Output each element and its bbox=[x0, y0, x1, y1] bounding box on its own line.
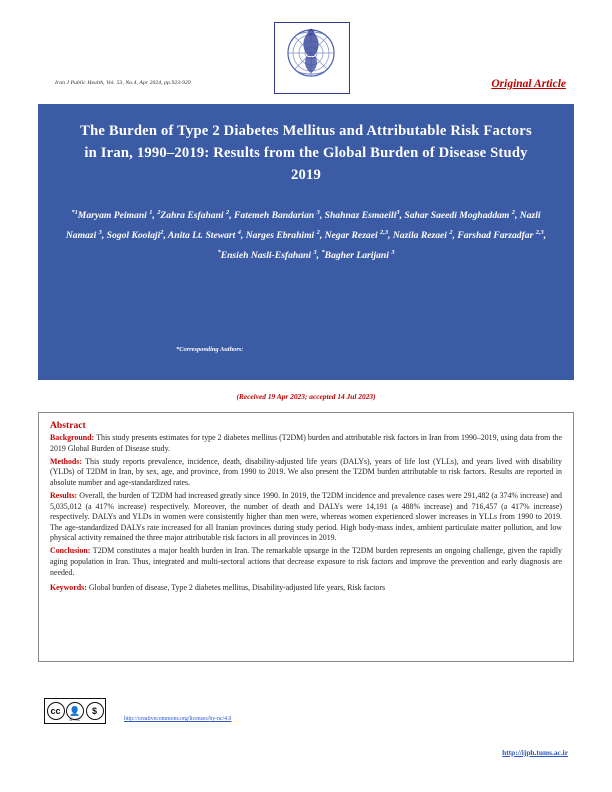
journal-website-link[interactable]: http://ijph.tums.ac.ir bbox=[502, 748, 568, 757]
abstract-section-label: Background: bbox=[50, 433, 97, 442]
article-type-label: Original Article bbox=[491, 78, 566, 90]
abstract-section-text: Overall, the burden of T2DM had increased greatly since 1990. In 2019, the T2DM incidence and prevalence cases were 291,482 (a 374% increase) and 5,035,012 (a 417% increase) respectively. Moreover, the number of death and DALYs were 14,191 (a 488% increase) and 716,457 (a 417% increase) respectively. DALYs and YLDs in women were consistently higher than men were, whereas women experienced slower increases in YLLs from 1990 to 2019. The age-standardized DALYs rate increased for all Iranian provinces during study period. High body-mass index, ambient particulate matter pollution, and low physical activity remained the three major attributable risk factors in all provinces in 2019. bbox=[50, 490, 562, 543]
abstract-section-label: Results: bbox=[50, 490, 80, 500]
received-accepted-dates: (Received 19 Apr 2023; accepted 14 Jul 2023) bbox=[236, 392, 376, 401]
cc-nc-icon: $ bbox=[86, 702, 104, 720]
title-author-band bbox=[38, 104, 574, 401]
keywords-label: Keywords: bbox=[50, 583, 87, 593]
author-list: $^{*1}$Maryam Peimani $^1$, $^2$Zahra Esfahani $^2$, Fatemeh Bandarian $^3$, Shahnaz Esmaeili$^3$, Sahar Saeedi Moghaddam $^2$, Nazli Namazi $^3$, Sogol Koolaji$^2$, Anita Lt. Stewart $^4$, Narges Ebrahimi $^2$, Negar Rezaei $^{2,3}$, Nazila Rezaei $^2$, Farshad Farzadfar $^{2,3}$, *Ensieh Nasli-Esfahani $^3$, *Bagher Larijani $^3$ bbox=[65, 209, 547, 262]
abstract-sections bbox=[50, 433, 562, 578]
abstract-section-text: This study reports prevalence, incidence, death, disability-adjusted life years (DALYs), years of life lost (YLLs), and years lived with disability (YLDs) of T2DM in Iran, by sex, age, and province, from 1990 to 2019. We also present the T2DM burden attributable to risk factors. Results are reported in absolute number and age-standardized rates. bbox=[50, 456, 562, 487]
abstract-section-label: Conclusion: bbox=[50, 546, 93, 556]
abstract-paragraph bbox=[50, 457, 562, 489]
license-caption: BY NC bbox=[69, 717, 81, 722]
license-url-link[interactable]: http://creativecommons.org/licenses/by-nc/4.0 bbox=[124, 716, 232, 722]
cc-circle-icon: cc bbox=[47, 702, 65, 720]
journal-citation-line: Iran J Public Health, Vol. 53, No.4, Apr 2024, pp.923-929 bbox=[55, 80, 191, 86]
keywords-text: Global burden of disease, Type 2 diabetes mellitus, Disability-adjusted life years, Risk factors bbox=[88, 583, 386, 593]
abstract-section-text: T2DM constitutes a major health burden in Iran. The remarkable upsurge in the T2DM burden represents an ongoing challenge, given the rapidly aging population in Iran. Thus, integrated and multi-sectoral actions that decrease exposure to risk factors and improve the prevention and early diagnosis are needed. bbox=[50, 546, 563, 577]
cc-by-icon: 👤 bbox=[66, 702, 84, 720]
page-title: The Burden of Type 2 Diabetes Mellitus and Attributable Risk Factors in Iran, 1990–2019: Results from the Global Burden of Disease Study 2019 bbox=[80, 123, 532, 183]
corresponding-author-note: *Corresponding Authors: bbox=[176, 346, 244, 353]
keywords-line bbox=[50, 583, 562, 594]
abstract-paragraph bbox=[50, 546, 562, 578]
abstract-heading: Abstract bbox=[50, 420, 86, 431]
abstract-paragraph bbox=[50, 433, 562, 454]
abstract-paragraph bbox=[50, 491, 562, 544]
abstract-section-label: Methods: bbox=[50, 456, 86, 466]
creative-commons-badge-icon bbox=[44, 698, 106, 724]
abstract-section-text: This study presents estimates for type 2 diabetes mellitus (T2DM) burden and attributable risk factors in Iran from 1990–2019, using data from the 2019 Global Burden of Disease study. bbox=[50, 433, 562, 453]
un-emblem-logo-icon bbox=[274, 22, 350, 94]
abstract-box bbox=[38, 412, 574, 662]
